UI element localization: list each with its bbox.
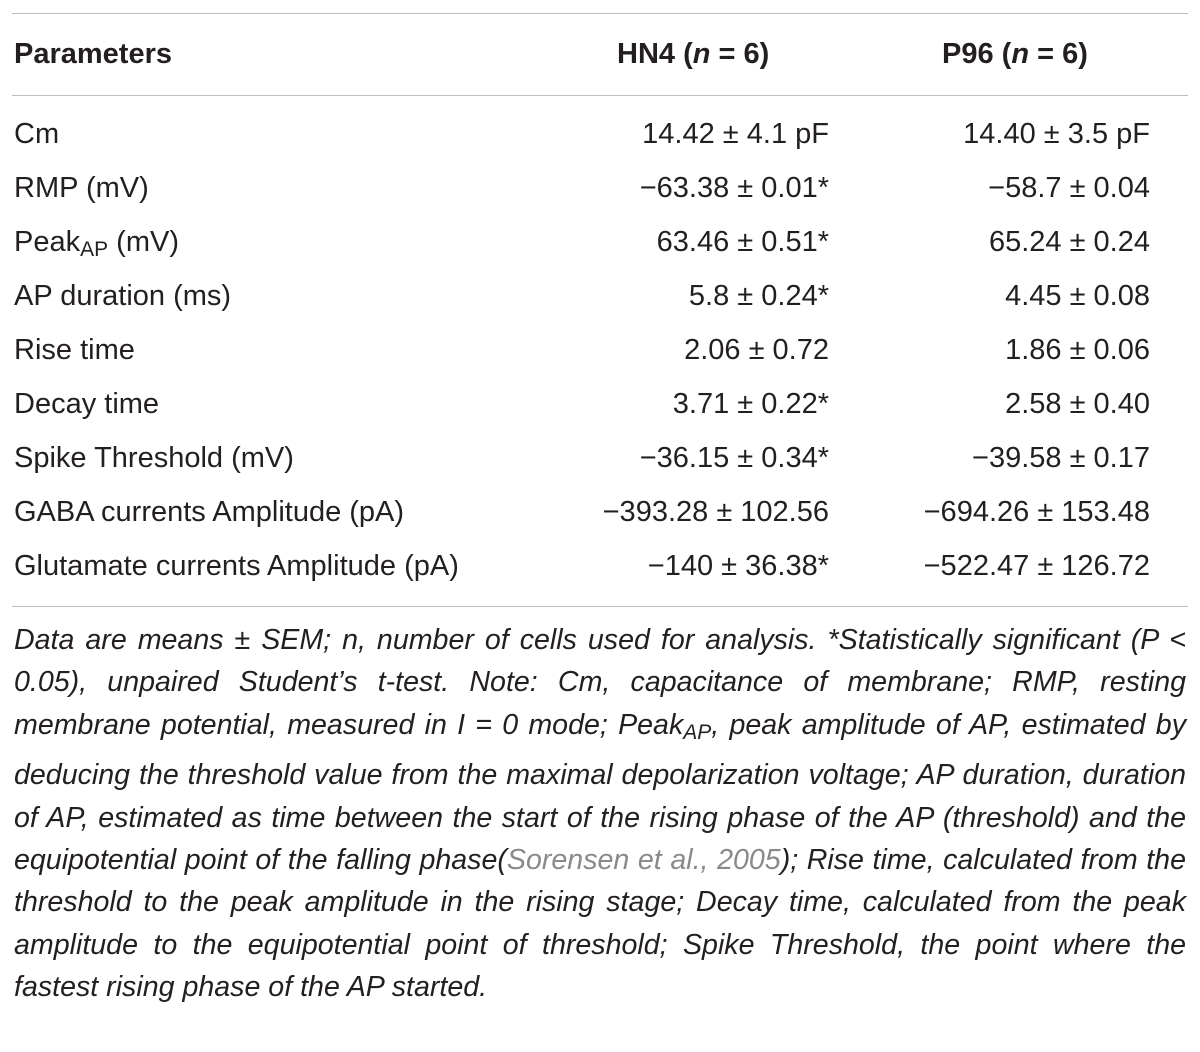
row-p96-value: 2.58 ± 0.40 — [1005, 388, 1150, 420]
header-parameters: Parameters — [14, 38, 172, 70]
row-param — [14, 216, 179, 276]
row-p96-value: 14.40 ± 3.5 pF — [963, 118, 1150, 150]
row-param: GABA currents Amplitude (pA) — [14, 496, 405, 528]
header-hn4-n: (n = 6) — [683, 38, 770, 70]
table-row — [12, 324, 1188, 376]
header-p96-n: (n = 6) — [1001, 38, 1088, 70]
header-hn4-name: HN4 — [617, 38, 676, 70]
row-p96-value: 4.45 ± 0.08 — [1005, 280, 1150, 312]
table-row — [12, 216, 1188, 268]
header-hn4 — [617, 32, 769, 76]
row-param: Rise time — [14, 334, 135, 366]
row-p96-value: 1.86 ± 0.06 — [1005, 334, 1150, 366]
table-row — [12, 486, 1188, 538]
table-row — [12, 378, 1188, 430]
row-param-main: Peak — [14, 226, 81, 258]
row-param: Spike Threshold (mV) — [14, 442, 294, 474]
table-row — [12, 540, 1188, 592]
row-hn4-value: 3.71 ± 0.22* — [672, 388, 829, 420]
row-hn4-value: 63.46 ± 0.51* — [656, 226, 829, 258]
row-param: Glutamate currents Amplitude (pA) — [14, 550, 459, 582]
row-param: Decay time — [14, 388, 160, 420]
row-p96-value: −522.47 ± 126.72 — [923, 550, 1150, 582]
row-param-subscript: AP — [80, 238, 109, 261]
table-bottom-rule — [12, 606, 1188, 607]
table-footnote — [14, 619, 1186, 1009]
row-hn4-value: 5.8 ± 0.24* — [688, 280, 829, 312]
row-param: RMP (mV) — [14, 172, 149, 204]
footnote-text-3: ); Rise time, calculated from the threshold to the peak amplitude in the rising stage; Decay time, calculated from the peak amplitude to the equipotential point of threshold; Spike Threshold, the point where the fastest rising phase of the AP started. — [14, 844, 1186, 1004]
row-p96-value: 65.24 ± 0.24 — [988, 226, 1150, 258]
row-hn4-value: −140 ± 36.38* — [647, 550, 829, 582]
footnote-subscript: AP — [683, 720, 712, 744]
row-hn4-value: −393.28 ± 102.56 — [602, 496, 829, 528]
table-top-rule — [12, 13, 1188, 14]
row-param: AP duration (ms) — [14, 280, 232, 312]
row-param-tail: (mV) — [108, 226, 179, 258]
row-hn4-value: 2.06 ± 0.72 — [684, 334, 829, 366]
row-hn4-value: −36.15 ± 0.34* — [639, 442, 829, 474]
row-hn4-value: −63.38 ± 0.01* — [639, 172, 829, 204]
row-p96-value: −58.7 ± 0.04 — [988, 172, 1150, 204]
header-p96-name: P96 — [942, 38, 994, 70]
reference-link[interactable]: Sorensen et al., 2005 — [506, 844, 781, 877]
table-row — [12, 162, 1188, 214]
header-p96 — [942, 32, 1088, 76]
row-p96-value: −39.58 ± 0.17 — [972, 442, 1150, 474]
row-param: Cm — [14, 118, 60, 150]
footnote-text-2: , peak amplitude of AP, estimated by deducing the threshold value from the maximal depolarization voltage; AP duration, duration of AP, estimated as time between the start of the rising phase of the AP (threshold) and the equipotential point of the falling phase( — [14, 708, 1186, 877]
table-row — [12, 108, 1188, 160]
table-row — [12, 432, 1188, 484]
row-hn4-value: 14.42 ± 4.1 pF — [642, 118, 829, 150]
table-header-row — [12, 32, 1188, 76]
table-header-rule — [12, 95, 1188, 96]
table-row — [12, 270, 1188, 322]
footnote-text-1: Data are means ± SEM; n, number of cells used for analysis. *Statistically significant (P < 0.05), unpaired Student’s t-test. Note: Cm, capacitance of membrane; RMP, resting membrane potential, measured in I = 0 mode; Peak — [14, 624, 1186, 741]
row-p96-value: −694.26 ± 153.48 — [923, 496, 1150, 528]
